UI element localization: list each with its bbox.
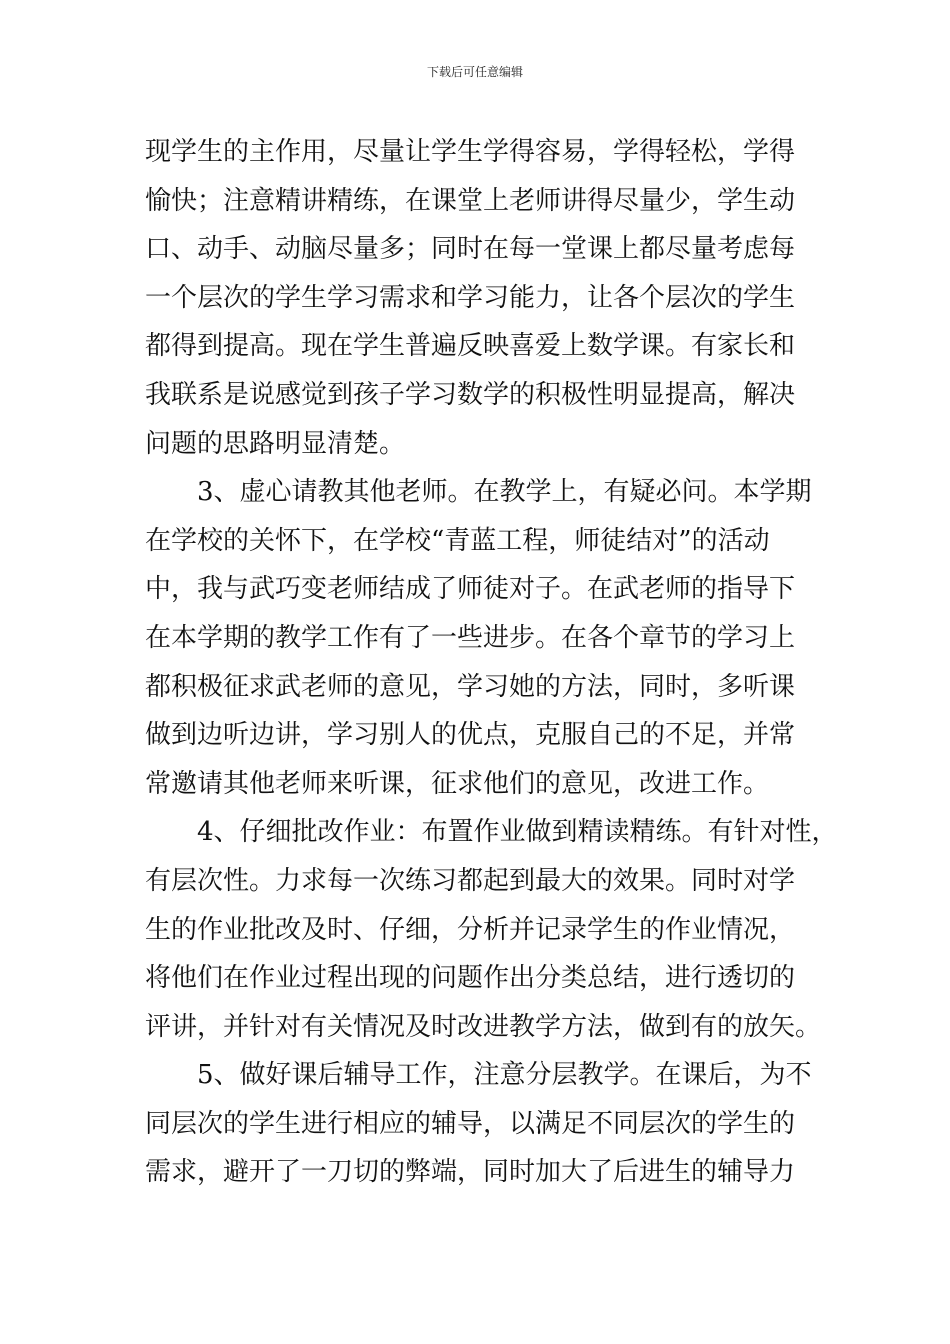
text-line: 评讲，并针对有关情况及时改进教学方法，做到有的放矢。: [145, 1011, 822, 1042]
text-line: 需求，避开了一刀切的弊端，同时加大了后进生的辅导力: [145, 1157, 796, 1188]
text-line: 将他们在作业过程出现的问题作出分类总结，进行透切的: [145, 963, 796, 994]
text-line: 在学校的关怀下，在学校“青蓝工程，师徒结对”的活动: [145, 525, 770, 556]
text-line: 口、动手、动脑尽量多；同时在每一堂课上都尽量考虑每: [145, 234, 796, 265]
text-line: 生的作业批改及时、仔细，分析并记录学生的作业情况，: [145, 914, 796, 945]
paragraph-start-line: 4、仔细批改作业：布置作业做到精读精练。有针对性，: [197, 817, 838, 848]
page-header: 下载后可任意编辑: [426, 65, 523, 79]
text-line: 做到边听边讲，学习别人的优点，克服自己的不足，并常: [145, 720, 796, 751]
paragraph-start-line: 5、做好课后辅导工作，注意分层教学。在课后，为不: [197, 1060, 812, 1091]
text-line: 都积极征求武老师的意见，学习她的方法，同时，多听课: [145, 671, 796, 702]
text-line: 都得到提高。现在学生普遍反映喜爱上数学课。有家长和: [145, 331, 796, 362]
text-line: 一个层次的学生学习需求和学习能力，让各个层次的学生: [145, 282, 796, 313]
text-line: 我联系是说感觉到孩子学习数学的积极性明显提高，解决: [145, 379, 796, 410]
text-line: 愉快；注意精讲精练，在课堂上老师讲得尽量少，学生动: [145, 185, 796, 216]
text-line: 在本学期的教学工作有了一些进步。在各个章节的学习上: [145, 622, 796, 653]
text-line: 现学生的主作用，尽量让学生学得容易，学得轻松，学得: [145, 137, 796, 167]
paragraph-start-line: 3、虚心请教其他老师。在教学上，有疑必问。本学期: [197, 477, 812, 508]
text-line: 有层次性。力求每一次练习都起到最大的效果。同时对学: [145, 865, 796, 896]
text-line: 常邀请其他老师来听课，征求他们的意见，改进工作。: [145, 768, 770, 799]
text-line: 同层次的学生进行相应的辅导，以满足不同层次的学生的: [145, 1108, 796, 1139]
text-line: 问题的思路明显清楚。: [145, 428, 406, 459]
document-body: [145, 128, 838, 1197]
text-line: 中，我与武巧变老师结成了师徒对子。在武老师的指导下: [145, 574, 796, 605]
